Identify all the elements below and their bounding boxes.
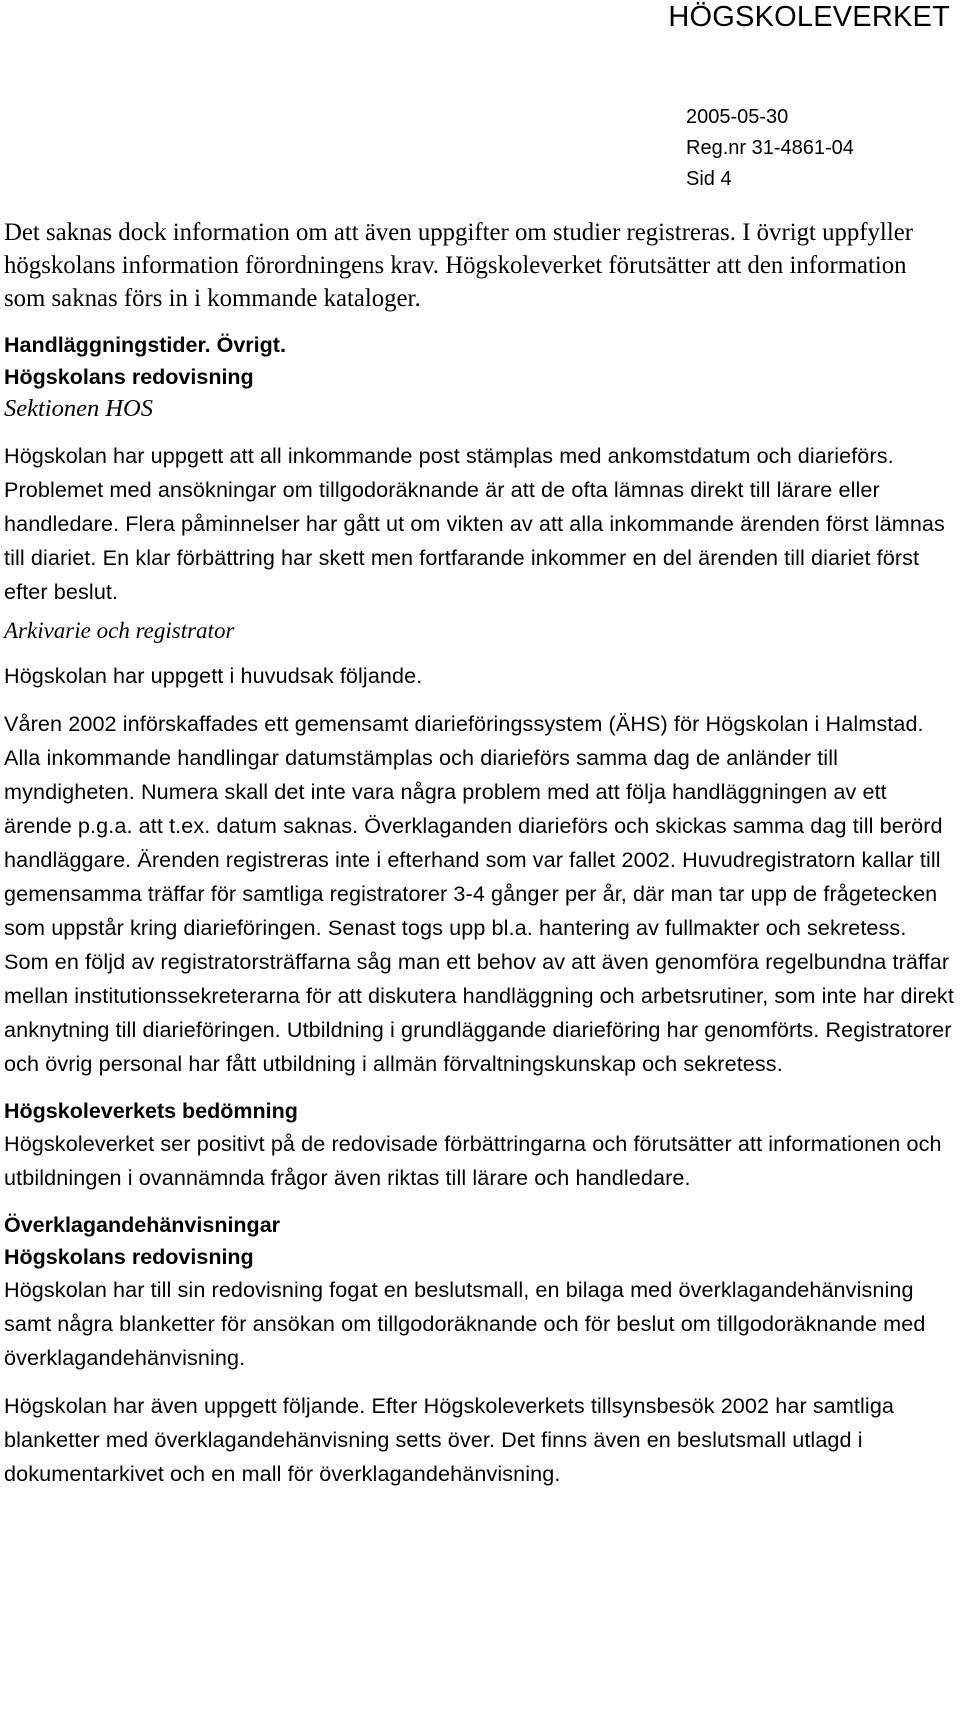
- paragraph-bedomning: Högskoleverket ser positivt på de redovisade förbättringarna och förutsätter att informationen och utbildningen i ovannämnda frågor även riktas till lärare och handledare.: [4, 1131, 942, 1190]
- organization-name: HÖGSKOLEVERKET: [668, 1, 950, 33]
- subheading-arkivarie-registrator: Arkivarie och registrator: [4, 618, 235, 643]
- page-number: Sid 4: [686, 168, 732, 190]
- paragraph-overklagande-2: Högskolan har även uppgett följande. Efter Högskoleverkets tillsynsbesök 2002 har samtliga blanketter med överklagandehänvisning setts över. Det finns även en beslutsmall utlagd i dokumentarkivet och en mall för överklagandehänvisning.: [4, 1393, 895, 1486]
- heading-hogskolans-redovisning: Högskolans redovisning: [4, 365, 254, 389]
- registration-number: Reg.nr 31-4861-04: [686, 137, 854, 159]
- document-meta: [686, 102, 854, 195]
- heading-hogskolans-redovisning-2: Högskolans redovisning: [4, 1245, 254, 1269]
- document-date: 2005-05-30: [686, 106, 789, 128]
- paragraph-arkivarie-details: Våren 2002 införskaffades ett gemensamt diarieföringssystem (ÄHS) för Högskolan i Halmstad. Alla inkommande handlingar datumstämplas och diarieförs samma dag de anländer till myndigheten. Numera skall det inte vara några problem med att följa handläggningen av ett ärende p.g.a. att t.ex. datum saknas. Överklaganden diarieförs och skickas samma dag till berörd handläggare. Ärenden registreras inte i efterhand som var fallet 2002. Huvudregistratorn kallar till gemensamma träffar för samtliga registratorer 3-4 gånger per år, där man tar upp de frågetecken som uppstår kring diarieföringen. Senast togs upp bl.a. hantering av fullmakter och sekretess. Som en följd av registratorsträffarna såg man ett behov av att även genomföra regelbundna träffar mellan institutionssekreterarna för att diskutera handläggning och arbetsrutiner, som inte har direkt anknytning till diarieföringen. Utbildning i grundläggande diarieföring har genomförts. Registratorer och övrig personal har fått utbildning i allmän förvaltningskunskap och sekretess.: [4, 711, 954, 1076]
- paragraph-arkivarie-intro: Högskolan har uppgett i huvudsak följande.: [4, 663, 423, 688]
- subheading-sektionen-hos: Sektionen HOS: [4, 395, 153, 422]
- heading-overklagandehanvisningar: Överklagandehänvisningar: [4, 1213, 281, 1237]
- paragraph-catalog-info: Det saknas dock information om att även uppgifter om studier registreras. I övrigt uppfyller högskolans information förordningens krav. Högskoleverket förutsätter att den information som saknas förs in i kommande kataloger.: [4, 219, 913, 312]
- heading-handlaggningstider: Handläggningstider. Övrigt.: [4, 333, 286, 357]
- paragraph-overklagande-1: Högskolan har till sin redovisning fogat en beslutsmall, en bilaga med överklagandehänvisning samt några blanketter för ansökan om tillgodoräknande och för beslut om tillgodoräknande med överklagandehänvisning.: [4, 1277, 926, 1370]
- heading-hogskoleverkets-bedomning: Högskoleverkets bedömning: [4, 1099, 298, 1123]
- paragraph-sektionen-hos: Högskolan har uppgett att all inkommande post stämplas med ankomstdatum och diarieförs. Problemet med ansökningar om tillgodoräknande är att de ofta lämnas direkt till lärare eller handledare. Flera påminnelser har gått ut om vikten av att alla inkommande ärenden först lämnas till diariet. En klar förbättring har skett men fortfarande inkommer en del ärenden till diariet först efter beslut.: [4, 443, 945, 604]
- document-body: [4, 216, 954, 1491]
